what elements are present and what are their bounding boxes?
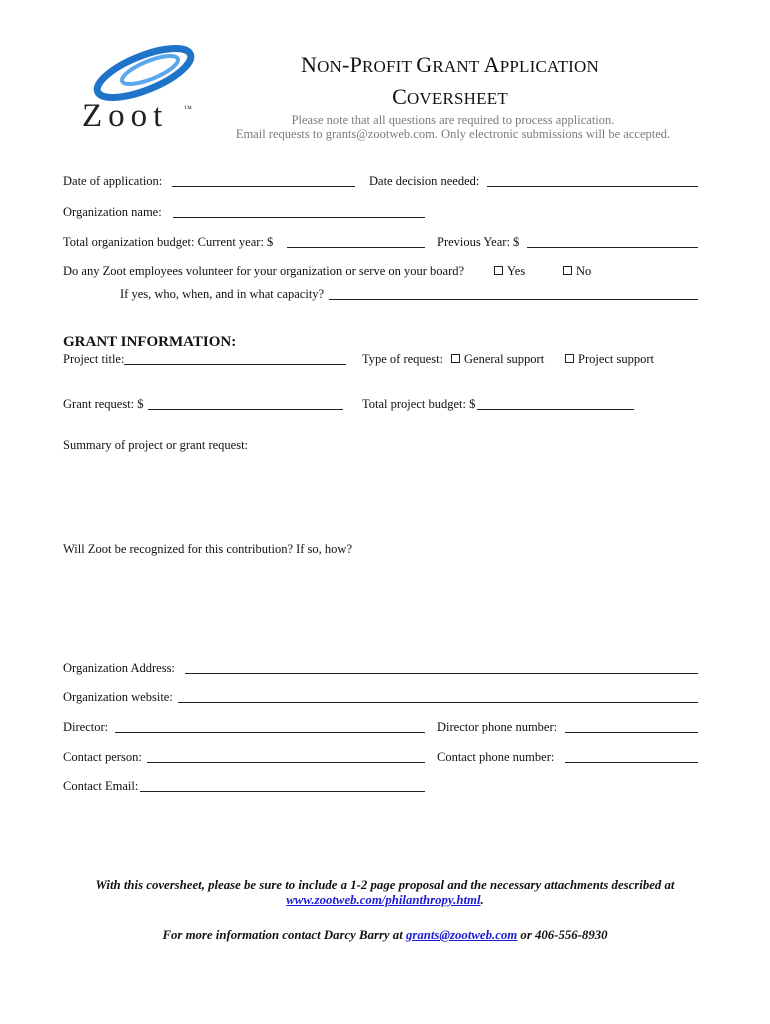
date-decision-needed-field[interactable] [487, 186, 698, 187]
org-website-label: Organization website: [63, 690, 173, 704]
date-of-application-field[interactable] [172, 186, 355, 187]
footer-contact [35, 928, 735, 943]
page-title [240, 52, 660, 110]
total-budget-label: Total organization budget: Current year: $ [63, 235, 274, 249]
summary-area[interactable] [63, 456, 698, 536]
footer-instructions [35, 878, 735, 908]
footer-line1: With this coversheet, please be sure to include a 1-2 page proposal and the necessary attachments described at [95, 878, 675, 892]
date-of-application-label: Date of application: [63, 174, 163, 188]
org-website-field[interactable] [178, 702, 698, 703]
recognition-area[interactable] [63, 560, 698, 652]
footer-period: . [480, 893, 484, 907]
zoot-logo [78, 40, 218, 135]
contact-phone-field[interactable] [565, 762, 698, 763]
total-project-budget-label: Total project budget: $ [362, 397, 476, 411]
previous-year-label: Previous Year: $ [437, 235, 520, 249]
yes-label: Yes [507, 264, 526, 278]
summary-label: Summary of project or grant request: [63, 438, 249, 452]
project-support-checkbox[interactable] [565, 354, 574, 363]
logo-tm: ™ [184, 104, 192, 113]
project-title-field[interactable] [124, 364, 346, 365]
footer-contact-suffix: or 406-556-8930 [517, 928, 608, 942]
org-address-label: Organization Address: [63, 661, 175, 675]
footer-contact-prefix: For more information contact Darcy Barry at [162, 928, 406, 942]
volunteer-yes-option[interactable] [494, 264, 525, 279]
director-field[interactable] [115, 732, 425, 733]
director-phone-field[interactable] [565, 732, 698, 733]
header-note-2: Email requests to grants@zootweb.com. Only electronic submissions will be accepted. [235, 127, 671, 141]
contact-person-label: Contact person: [63, 750, 142, 764]
if-yes-label: If yes, who, when, and in what capacity? [120, 287, 325, 301]
director-label: Director: [63, 720, 109, 734]
type-of-request-label: Type of request: [362, 352, 444, 366]
project-title-label: Project title: [63, 352, 125, 366]
project-support-label: Project support [578, 352, 655, 366]
org-address-field[interactable] [185, 673, 698, 674]
volunteer-no-option[interactable] [563, 264, 591, 279]
page-title-line2: COVERSHEET [392, 84, 508, 109]
total-project-budget-field[interactable] [477, 409, 634, 410]
logo-brand-text: Zoot [82, 98, 169, 134]
header-note-1: Please note that all questions are required to process application. [291, 113, 615, 127]
grant-request-label: Grant request: $ [63, 397, 144, 411]
general-support-option[interactable] [451, 352, 544, 367]
organization-name-field[interactable] [173, 217, 425, 218]
general-support-label: General support [464, 352, 545, 366]
grant-information-heading: GRANT INFORMATION: [63, 334, 237, 350]
page-title-line1: NON-PROFIT GRANT APPLICATION [300, 52, 599, 77]
contact-phone-label: Contact phone number: [437, 750, 555, 764]
recognition-label: Will Zoot be recognized for this contribution? If so, how? [63, 542, 353, 556]
volunteer-question-label: Do any Zoot employees volunteer for your organization or serve on your board? [63, 264, 465, 278]
total-budget-field[interactable] [287, 247, 425, 248]
contact-email-label: Contact Email: [63, 779, 139, 793]
philanthropy-link[interactable]: www.zootweb.com/philanthropy.html [286, 893, 481, 907]
if-yes-field[interactable] [329, 299, 698, 300]
no-checkbox[interactable] [563, 266, 572, 275]
contact-email-field[interactable] [140, 791, 425, 792]
previous-year-field[interactable] [527, 247, 698, 248]
project-support-option[interactable] [565, 352, 654, 367]
organization-name-label: Organization name: [63, 205, 162, 219]
grant-request-field[interactable] [148, 409, 343, 410]
general-support-checkbox[interactable] [451, 354, 460, 363]
contact-person-field[interactable] [147, 762, 425, 763]
zoot-swoosh-icon [86, 40, 206, 102]
date-decision-needed-label: Date decision needed: [369, 174, 480, 188]
grants-email-link[interactable]: grants@zootweb.com [405, 928, 518, 942]
no-label: No [576, 264, 592, 278]
yes-checkbox[interactable] [494, 266, 503, 275]
director-phone-label: Director phone number: [437, 720, 558, 734]
